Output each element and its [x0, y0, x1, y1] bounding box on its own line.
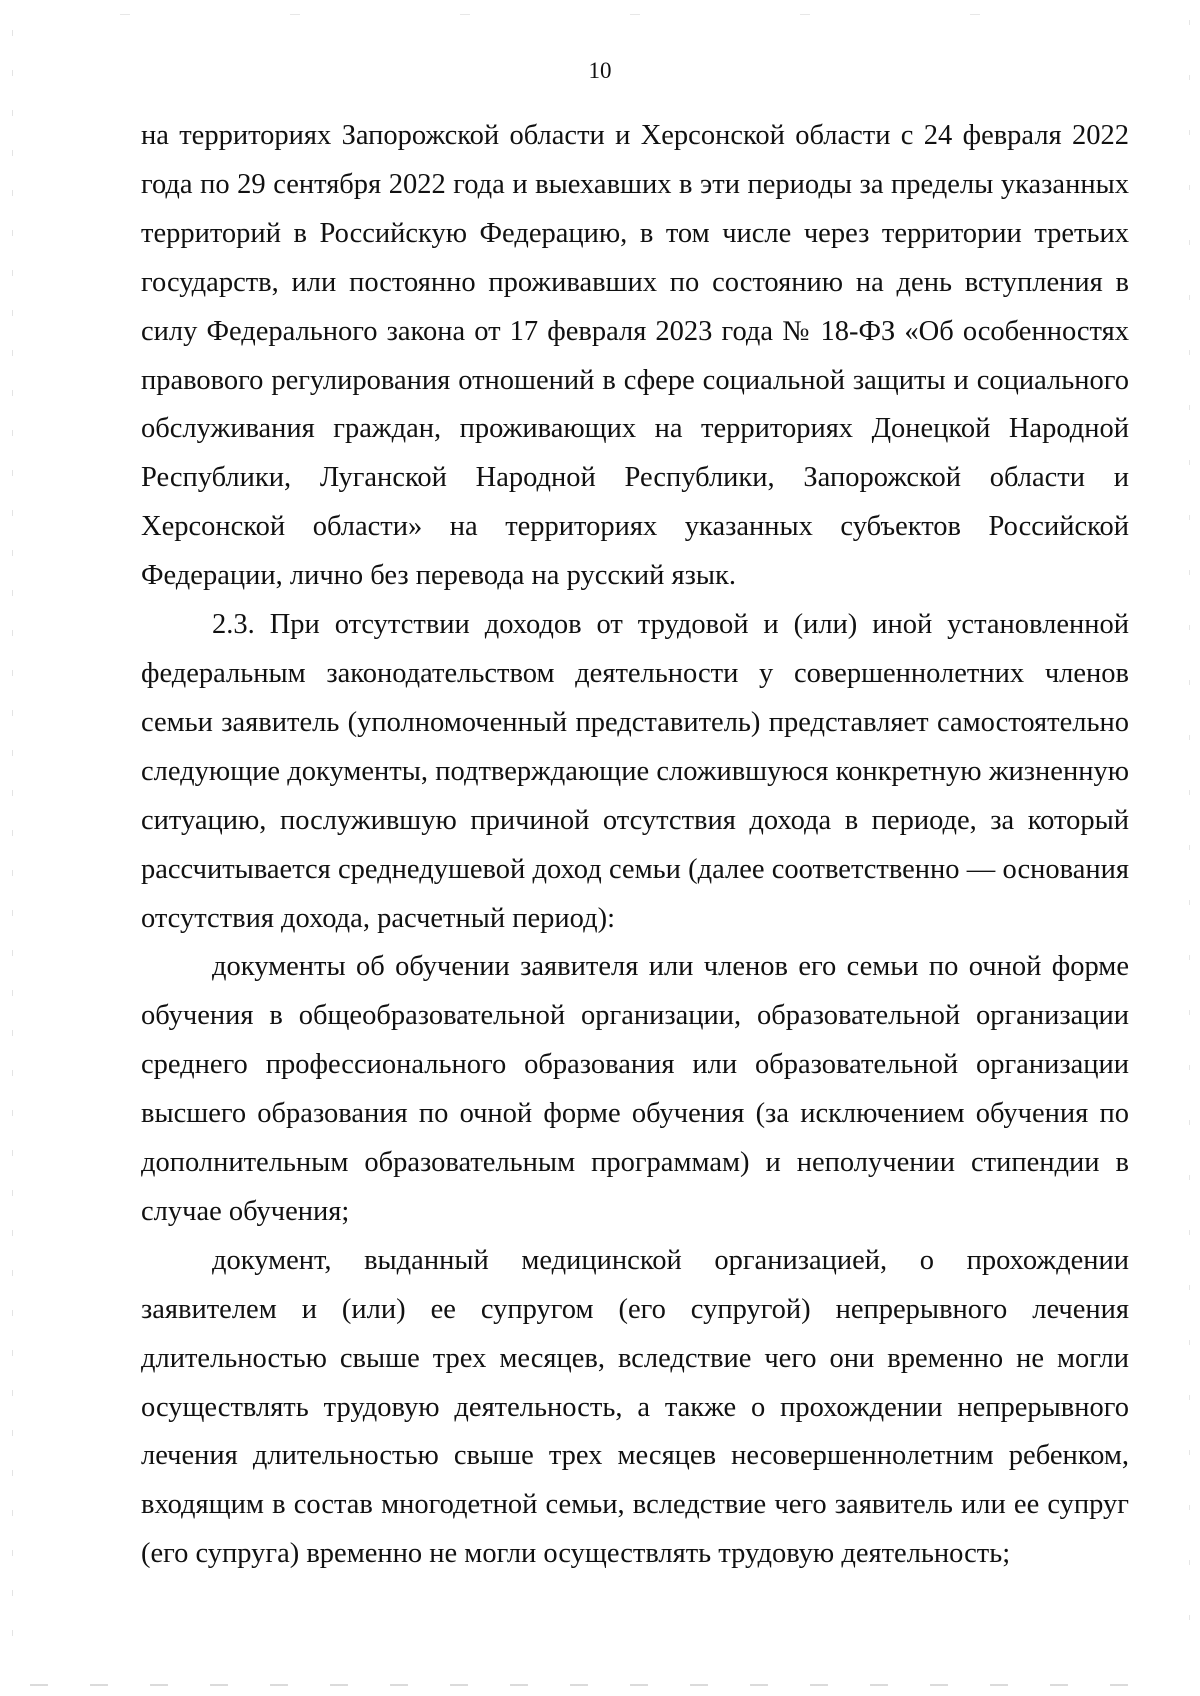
scan-edge-left — [12, 30, 13, 1650]
paragraph-education-documents: документы об обучении заявителя или членов его семьи по очной форме обучения в общеобразовательной организации, образовательной организации среднего профессионального образования или образовательной организации высшего образования по очной форме обучения (за исключением обучения по дополнительным образовательным программам) и неполучении стипендии в случае обучения; — [141, 951, 1129, 1227]
paragraph-continuation: на территориях Запорожской области и Херсонской области с 24 февраля 2022 года по 29 сентября 2022 года и выехавших в эти периоды за пределы указанных территорий в Российскую Федерацию, в том числе через территории третьих государств, или постоянно проживавших по состоянию на день вступления в силу Федерального закона от 17 февраля 2023 года № 18-ФЗ «Об особенностях правового регулирования отношений в сфере социальной защиты и социального обслуживания граждан, проживающих на территориях Донецкой Народной Республики, Луганской Народной Республики, Запорожской области и Херсонской области» на территориях указанных субъектов Российской Федерации, лично без перевода на русский язык. — [141, 120, 1129, 592]
scan-edge-top — [120, 14, 1120, 15]
page-number: 10 — [588, 58, 612, 83]
document-body — [141, 112, 1129, 1579]
paragraph-medical-document: документ, выданный медицинской организацией, о прохождении заявителем и (или) ее супругом (его супругой) непрерывного лечения длительностью свыше трех месяцев, вследствие чего они временно не могли осуществлять трудовую деятельность, а также о прохождении непрерывного лечения длительностью свыше трех месяцев несовершеннолетним ребенком, входящим в состав многодетной семьи, вследствие чего заявитель или ее супруг (его супруга) временно не могли осуществлять трудовую деятельность; — [141, 1244, 1129, 1570]
scan-edge-bottom — [30, 1684, 1170, 1686]
scan-edge-right — [1189, 20, 1190, 1670]
paragraph-clause-2-3: 2.3. При отсутствии доходов от трудовой и (или) иной установленной федеральным законодательством деятельности у совершеннолетних членов семьи заявитель (уполномоченный представитель) представляет самостоятельно следующие документы, подтверждающие сложившуюся конкретную жизненную ситуацию, послужившую причиной отсутствия дохода в периоде, за который рассчитывается среднедушевой доход семьи (далее соответственно — основания отсутствия дохода, расчетный период): — [141, 609, 1129, 934]
